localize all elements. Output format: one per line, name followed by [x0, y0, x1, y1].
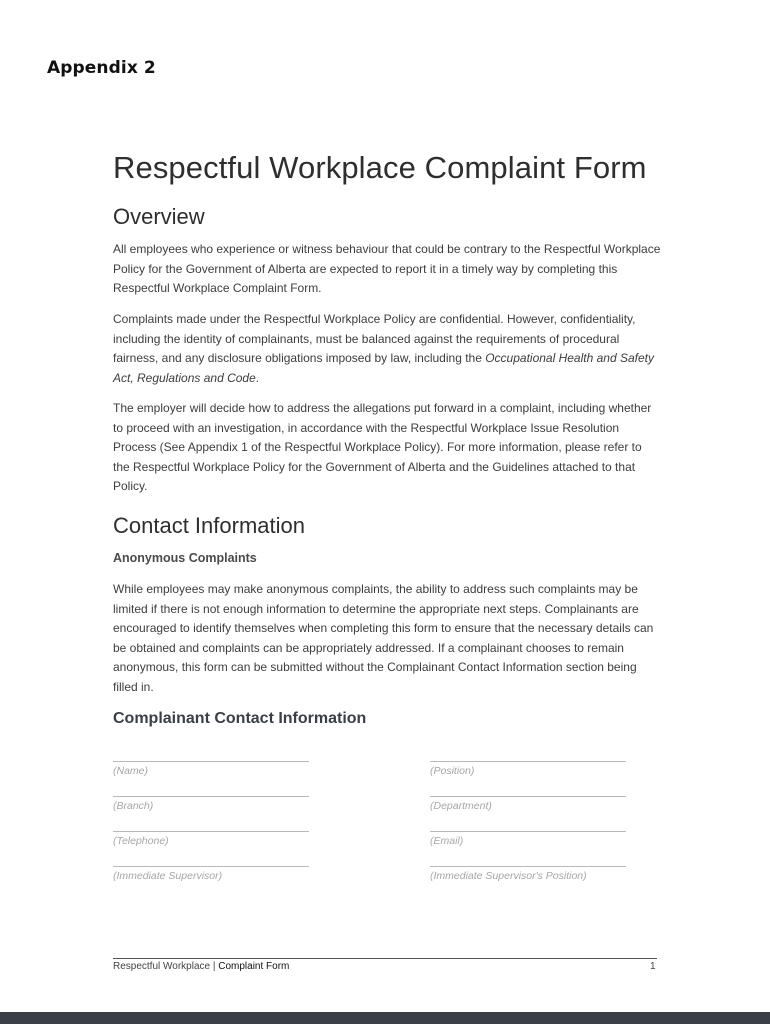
footer-label-plain: Respectful Workplace | [113, 961, 219, 972]
appendix-label: Appendix 2 [47, 58, 156, 78]
position-field[interactable] [430, 752, 630, 777]
overview-paragraph-3: The employer will decide how to address the allegations put forward in a complaint, including whether to proceed with an investigation, in accordance with the Respectful Workplace Issue Resolution Process (See Appendix 1 of the Respectful Workplace Policy). For more information, please refer to the Respectful Workplace Policy for the Government of Alberta and the Guidelines attached to that Policy. [113, 401, 652, 494]
footer-label [113, 961, 289, 972]
supervisor-input-line[interactable] [113, 857, 309, 867]
name-input-line[interactable] [113, 752, 309, 762]
complainant-contact-heading: Complainant Contact Information [113, 710, 367, 727]
telephone-field[interactable] [113, 822, 313, 847]
email-field[interactable] [430, 822, 630, 847]
document-title: Respectful Workplace Complaint Form [113, 150, 647, 185]
position-hint: (Position) [430, 765, 475, 777]
page-number: 1 [650, 961, 656, 972]
department-field[interactable] [430, 787, 630, 812]
overview-paragraph-2-text: Complaints made under the Respectful Workplace Policy are confidential. However, confidentiality, including the identity of complainants, must be balanced against the requirements of procedural fairness, and any disclosure obligations imposed by law, including the [113, 312, 636, 366]
supervisor-position-field[interactable] [430, 857, 630, 882]
position-input-line[interactable] [430, 752, 626, 762]
name-hint: (Name) [113, 765, 149, 777]
telephone-input-line[interactable] [113, 822, 309, 832]
footer-label-bold: Complaint Form [218, 961, 290, 972]
branch-field[interactable] [113, 787, 313, 812]
supervisor-field[interactable] [113, 857, 313, 882]
supervisor-position-hint: (Immediate Supervisor's Position) [430, 870, 587, 882]
supervisor-position-input-line[interactable] [430, 857, 626, 867]
bottom-bar [0, 1012, 770, 1024]
overview-paragraph-2-end: . [255, 370, 260, 385]
anonymous-paragraph: While employees may make anonymous complaints, the ability to address such complaints may be limited if there is not enough information to determine the appropriate next steps. Complainants are encouraged to identify themselves when completing this form to ensure that the necessary details can be obtained and complaints can be appropriately addressed. If a complainant chooses to remain anonymous, this form can be submitted without the Complainant Contact Information section being filled in. [113, 582, 654, 694]
overview-paragraph-1: All employees who experience or witness behaviour that could be contrary to the Respectful Workplace Policy for the Government of Alberta are expected to report it in a timely way by completing this Respectful Workplace Complaint Form. [113, 242, 661, 296]
department-hint: (Department) [430, 800, 492, 812]
name-field[interactable] [113, 752, 313, 777]
contact-heading: Contact Information [113, 513, 305, 538]
telephone-hint: (Telephone) [113, 835, 169, 847]
overview-paragraph-2-act: Occupational Health and Safety Act, Regulations and Code [113, 351, 654, 385]
anonymous-heading: Anonymous Complaints [113, 551, 257, 565]
department-input-line[interactable] [430, 787, 626, 797]
supervisor-hint: (Immediate Supervisor) [113, 870, 223, 882]
email-input-line[interactable] [430, 822, 626, 832]
overview-paragraph-2 [113, 310, 661, 388]
branch-hint: (Branch) [113, 800, 154, 812]
email-hint: (Email) [430, 835, 464, 847]
overview-heading: Overview [113, 204, 205, 229]
branch-input-line[interactable] [113, 787, 309, 797]
footer-divider [113, 958, 657, 959]
